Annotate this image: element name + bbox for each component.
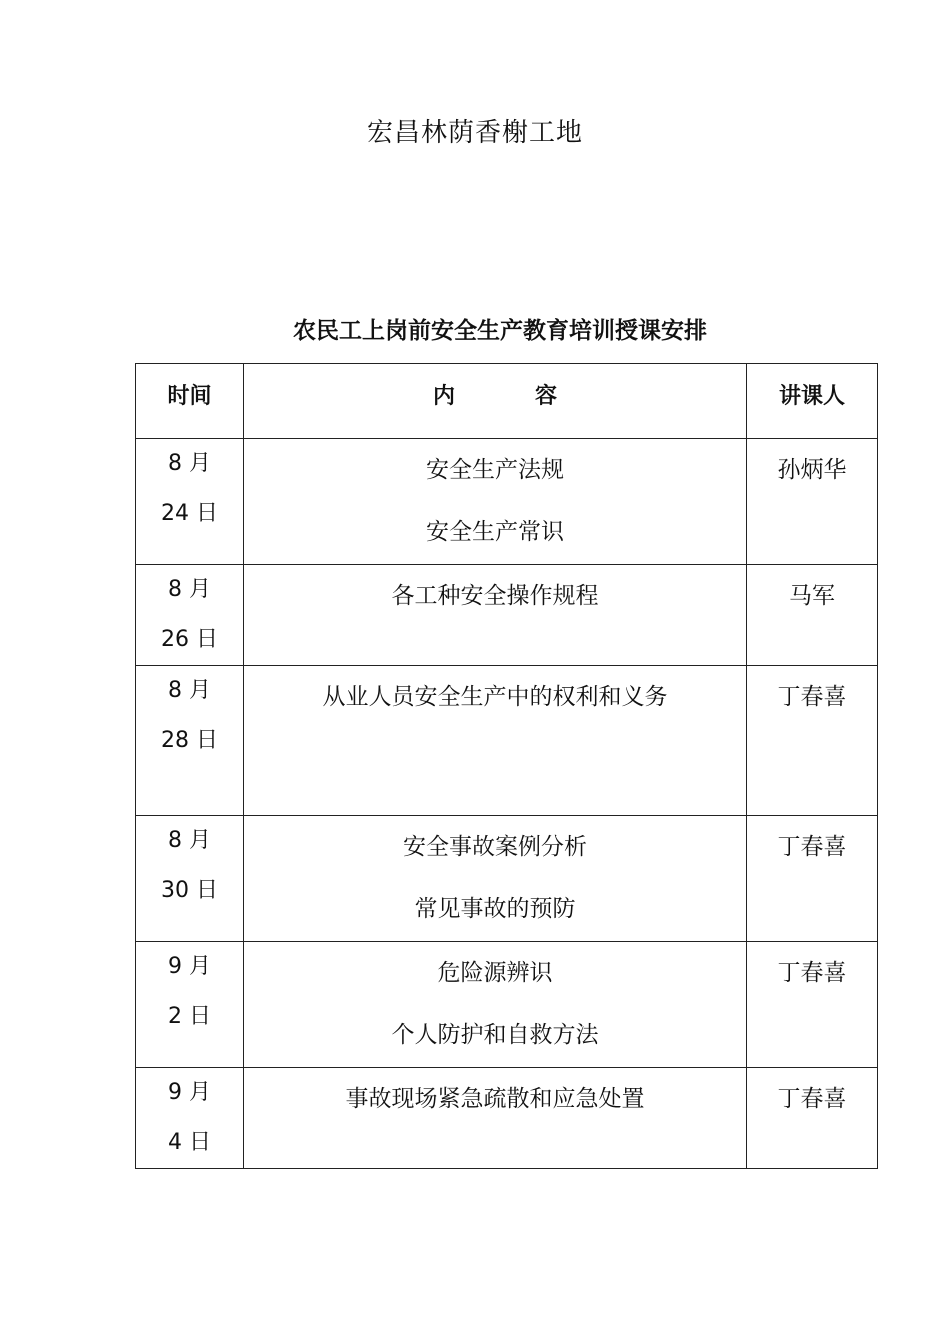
date-cell xyxy=(136,439,244,565)
content-line: 个人防护和自救方法 xyxy=(391,1022,599,1048)
date-cell xyxy=(136,1068,244,1169)
content-line: 安全事故案例分析 xyxy=(403,834,587,860)
header-teacher: 讲课人 xyxy=(747,364,878,439)
teacher-cell: 丁春喜 xyxy=(747,1068,878,1169)
content-line: 安全生产法规 xyxy=(426,457,564,483)
header-time: 时间 xyxy=(136,364,244,439)
content-cell xyxy=(244,439,747,565)
table-row xyxy=(136,816,878,942)
date-day: 26 日 xyxy=(161,627,218,652)
content-cell xyxy=(244,816,747,942)
date-cell xyxy=(136,816,244,942)
teacher-cell: 丁春喜 xyxy=(747,666,878,816)
content-line: 从业人员安全生产中的权利和义务 xyxy=(322,684,668,710)
date-month: 9 月 xyxy=(168,954,211,979)
content-line: 事故现场紧急疏散和应急处置 xyxy=(345,1086,645,1112)
content-line: 各工种安全操作规程 xyxy=(391,583,599,609)
date-day: 2 日 xyxy=(168,1004,211,1029)
table-header-row xyxy=(136,364,878,439)
header-content xyxy=(244,364,747,439)
date-day: 30 日 xyxy=(161,878,218,903)
site-title: 宏昌林荫香榭工地 xyxy=(366,118,583,148)
teacher-cell: 丁春喜 xyxy=(747,816,878,942)
header-content-a: 内 xyxy=(432,384,455,409)
date-month: 8 月 xyxy=(168,678,211,703)
date-cell xyxy=(136,942,244,1068)
teacher-cell: 孙炳华 xyxy=(747,439,878,565)
teacher-cell: 丁春喜 xyxy=(747,942,878,1068)
date-day: 28 日 xyxy=(161,728,218,753)
content-cell xyxy=(244,942,747,1068)
table-row xyxy=(136,942,878,1068)
content-line: 安全生产常识 xyxy=(426,519,564,545)
content-cell xyxy=(244,1068,747,1169)
date-cell xyxy=(136,565,244,666)
document-title: 农民工上岗前安全生产教育培训授课安排 xyxy=(293,318,707,344)
date-month: 8 月 xyxy=(168,577,211,602)
date-month: 9 月 xyxy=(168,1080,211,1105)
content-cell xyxy=(244,565,747,666)
date-cell xyxy=(136,666,244,816)
table-row xyxy=(136,439,878,565)
table-row xyxy=(136,666,878,816)
date-month: 8 月 xyxy=(168,828,211,853)
table-row xyxy=(136,565,878,666)
date-day: 4 日 xyxy=(168,1130,211,1155)
content-cell xyxy=(244,666,747,816)
date-day: 24 日 xyxy=(161,501,218,526)
content-line: 常见事故的预防 xyxy=(414,896,576,922)
content-line: 危险源辨识 xyxy=(437,960,553,986)
header-content-b: 容 xyxy=(535,384,558,409)
schedule-table xyxy=(135,363,878,1169)
table-row xyxy=(136,1068,878,1169)
teacher-cell: 马军 xyxy=(747,565,878,666)
date-month: 8 月 xyxy=(168,451,211,476)
